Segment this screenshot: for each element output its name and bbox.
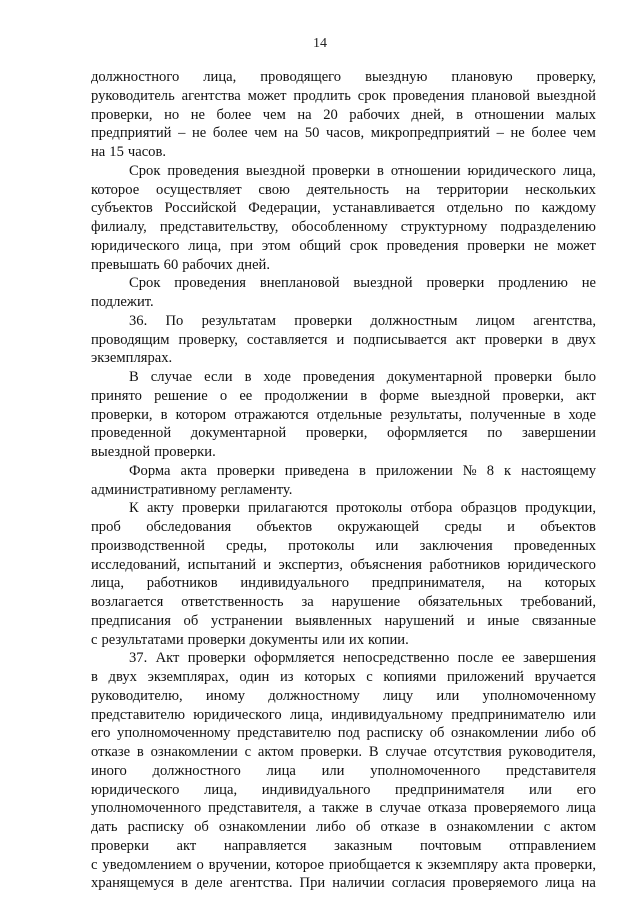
text-line: иного должностного лица или уполномоченного представителя	[91, 762, 596, 779]
text-line: возлагается ответственность за нарушение обязательных требований,	[91, 594, 596, 610]
text-line: с результатами проверки документы или их копии.	[91, 631, 409, 648]
text-line: исследований, испытаний и экспертиз, объяснения работников юридического	[91, 556, 596, 573]
text-line: Форма акта проверки приведена в приложении № 8 к настоящему	[129, 462, 596, 479]
text-line: на 15 часов.	[91, 144, 167, 160]
text-line: уполномоченного представителя, а также в случае отказа проверяемого лица	[91, 800, 596, 817]
text-line: отказе в ознакомлении с актом проверки. В случае отсутствия руководителя,	[91, 744, 596, 760]
text-line: субъектов Российской Федерации, устанавливается отдельно по каждому	[91, 200, 596, 217]
text-line: выездной проверки.	[91, 444, 216, 460]
text-line: подлежит.	[91, 294, 154, 310]
document-body	[91, 68, 596, 893]
text-line: 36. По результатам проверки должностным лицом агентства,	[129, 312, 596, 329]
text-line: с уведомлением о вручении, которое приобщается к экземпляру акта проверки,	[91, 856, 596, 873]
text-line: 37. Акт проверки оформляется непосредственно после ее завершения	[129, 650, 596, 667]
paragraph	[91, 312, 596, 368]
page-number: 14	[313, 36, 327, 51]
text-line: которое осуществляет свою деятельность на территории нескольких	[91, 181, 596, 198]
text-line: проведенной документарной проверки, оформляется по завершении	[91, 425, 596, 442]
text-line: В случае если в ходе проведения документарной проверки было	[129, 369, 596, 385]
text-line: К акту проверки прилагаются протоколы отбора образцов продукции,	[129, 500, 596, 517]
text-line: его уполномоченному представителю под расписку об ознакомлении либо об	[91, 725, 596, 742]
paragraph	[91, 499, 596, 649]
text-line: предписания об устранении выявленных нарушений и иные связанные	[91, 612, 596, 629]
text-line: руководителю, иному должностному лицу или уполномоченному	[91, 687, 596, 704]
text-line: в двух экземплярах, один из которых с копиями приложений вручается	[91, 669, 596, 685]
paragraph	[91, 649, 596, 893]
text-line: филиалу, представительству, обособленному структурному подразделению	[91, 219, 596, 235]
text-line: руководитель агентства может продлить срок проведения плановой выездной	[91, 87, 596, 104]
text-line: представителю юридического лица, индивидуальному предпринимателю или	[91, 706, 596, 723]
text-line: проверки, но не более чем на 20 рабочих дней, в отношении малых	[91, 106, 596, 123]
paragraph	[91, 274, 596, 312]
text-line: Срок проведения выездной проверки в отношении юридического лица,	[129, 162, 596, 179]
text-line: лица, работников индивидуального предпринимателя, на которых	[91, 575, 596, 592]
text-line: проб обследования объектов окружающей среды и объектов	[91, 519, 596, 535]
text-line: экземплярах.	[91, 350, 173, 367]
text-line: принято решение о ее продолжении в форме выездной проверки, акт	[91, 387, 596, 404]
text-line: юридического лица, индивидуального предпринимателя или его	[91, 781, 596, 798]
text-line: проверки акт направляется заказным почтовым отправлением	[91, 837, 596, 854]
text-line: должностного лица, проводящего выездную плановую проверку,	[91, 69, 596, 85]
text-line: Срок проведения внеплановой выездной проверки продлению не	[129, 275, 596, 292]
paragraph	[91, 162, 596, 275]
text-line: проверки, в котором отражаются отдельные результаты, полученные в ходе	[91, 406, 596, 423]
paragraph	[91, 68, 596, 162]
paragraph	[91, 462, 596, 500]
text-line: производственной среды, протоколы или заключения проведенных	[91, 537, 596, 554]
text-line: хранящемуся в деле агентства. При наличии согласия проверяемого лица на	[91, 875, 596, 892]
text-line: административному регламенту.	[91, 481, 293, 498]
text-line: проводящим проверку, составляется и подписывается акт проверки в двух	[91, 331, 596, 348]
text-line: превышать 60 рабочих дней.	[91, 256, 270, 273]
text-line: предприятий – не более чем на 50 часов, микропредприятий – не более чем	[91, 125, 596, 142]
text-line: юридического лица, при этом общий срок проведения проверки не может	[91, 237, 596, 254]
paragraph	[91, 368, 596, 462]
text-line: дать расписку об ознакомлении либо об отказе в ознакомлении с актом	[91, 819, 596, 835]
